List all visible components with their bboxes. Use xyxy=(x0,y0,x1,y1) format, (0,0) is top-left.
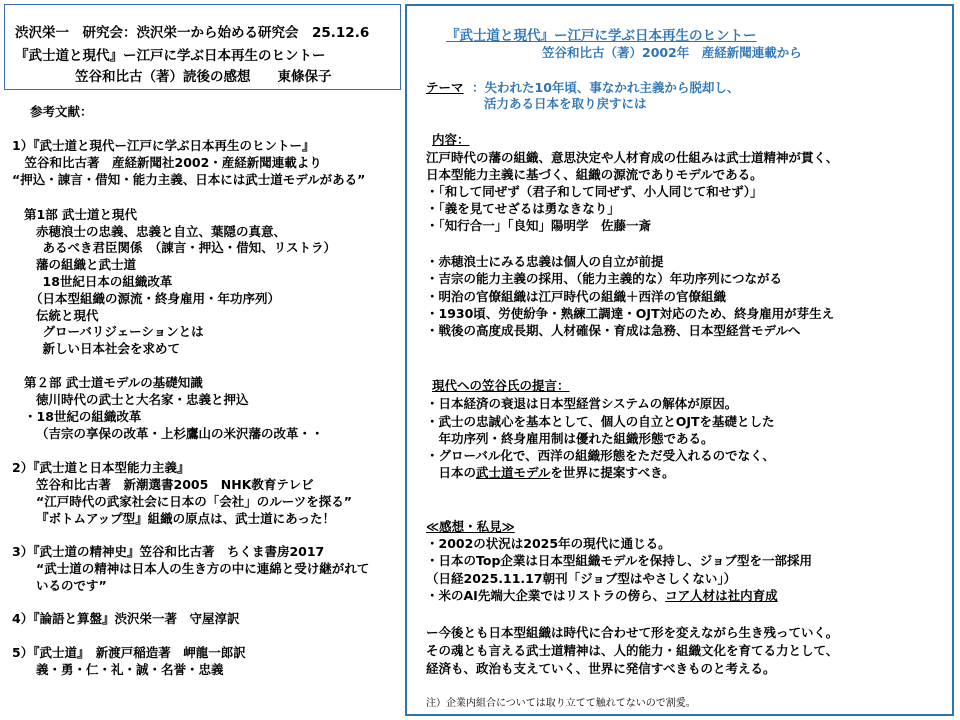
summary-title: 『武士道と現代』ー江戸に学ぶ日本再生のヒントー xyxy=(446,28,757,44)
proposal-line: ・日本経済の衰退は日本型経営システムの解体が原因。 xyxy=(426,396,738,411)
proposal-line: ・グローバル化で、西洋の組織形態をただ受入れるのでなく、 xyxy=(426,448,775,463)
proposal-label: 現代への笠谷氏の提言： xyxy=(432,378,570,393)
opinion-last-pre: ・米のAI先端大企業ではリストラの傍ら、 xyxy=(426,588,666,603)
proposal-last-pre: 日本の xyxy=(426,465,477,480)
ref-line: 赤穂浪士の忠義、忠義と自立、葉隠の真意、 xyxy=(36,224,287,239)
header-line-3: 笠谷和比古（著）読後の感想 東條保子 xyxy=(75,69,332,85)
theme-line-1: ：失われた10年頃、事なかれ主義から脱却し、 xyxy=(472,80,740,95)
ref-line: 1）『武士道と現代ー江戸に学ぶ日本再生のヒントー』 xyxy=(12,138,315,153)
ref-line: ・18世紀の組織改革 xyxy=(24,409,142,424)
footnote: 注）企業内組合については取り立てて触れてないので割愛。 xyxy=(426,698,696,709)
closing-line: 経済も、政治も支えていく、世界に発信すべきものと考える。 xyxy=(426,661,776,676)
ref-line: 徳川時代の武士と大名家・忠義と押込 xyxy=(36,392,249,407)
ref-line: （日本型組織の源流・終身雇用・年功序列） xyxy=(30,291,281,306)
content-line: ・1930頃、労使紛争・熟練工調達・OJT対応のため、終身雇用が芽生え xyxy=(426,306,835,321)
ref-line: 18世紀日本の組織改革 xyxy=(30,274,173,289)
content-line: ・「和して同ぜず（君子和して同ぜず、小人同じて和せず）」 xyxy=(426,184,763,199)
content-line: ・「義を見てせざるは勇なきなり」 xyxy=(426,201,620,216)
ref-line: 第２部 武士道モデルの基礎知識 xyxy=(24,375,203,390)
closing-line: ー今後とも日本型組織は時代に合わせて形を変えながら生き残っていく。 xyxy=(426,625,839,640)
ref-line: 笠谷和比古著 新潮選書2005 NHK教育テレビ xyxy=(36,477,314,492)
ref-line: “押込・諌言・借知・能力主義、日本には武士道モデルがある” xyxy=(12,172,366,187)
header-line-2: 『武士道と現代』ー江戸に学ぶ日本再生のヒントー xyxy=(15,48,326,64)
summary-subtitle: 笠谷和比古（著）2002年 産経新聞連載から xyxy=(542,45,802,60)
ref-line: 3）『武士道の精神史』笠谷和比古著 ちくま書房2017 xyxy=(12,544,325,559)
content-line: ・吉宗の能力主義の採用、（能力主義的な）年功序列につながる xyxy=(426,271,783,286)
ref-line: 藩の組織と武士道 xyxy=(36,257,137,272)
closing-line: その魂とも言える武士道精神は、人的能力・組織文化を育てる力として、 xyxy=(426,643,839,658)
ref-line: 『ボトムアップ型』組織の原点は、武士道にあった！ xyxy=(36,511,336,526)
content-line: ・「知行合一」「良知」陽明学 佐藤一斎 xyxy=(426,218,652,233)
ref-line: 第1部 武士道と現代 xyxy=(24,207,138,222)
ref-line: あるべき君臣関係 （諌言・押込・借知、リストラ） xyxy=(30,240,337,255)
ref-line: 新しい日本社会を求めて xyxy=(30,341,181,356)
content-label: 内容： xyxy=(432,132,470,147)
theme-line-2: 活力ある日本を取り戻すには xyxy=(484,96,647,111)
header-line-1: 渋沢栄一 研究会：渋沢栄一から始める研究会 25.12.6 xyxy=(15,25,370,41)
ref-line: （吉宗の享保の改革・上杉鷹山の米沢藩の改革・・ xyxy=(36,426,324,441)
proposal-keyword: 武士道モデル xyxy=(476,465,551,480)
opinion-line: ・2002の状況は2025年の現代に通じる。 xyxy=(426,536,671,551)
content-line: ・赤穂浪士にみる忠義は個人の自立が前提 xyxy=(426,254,664,269)
ref-line: 2）『武士道と日本型能力主義』 xyxy=(12,460,190,475)
ref-line: “江戸時代の武家社会に日本の「会社」のルーツを探る” xyxy=(36,494,352,509)
references-heading: 参考文献： xyxy=(30,104,93,119)
content-line: 江戸時代の藩の組織、意思決定や人材育成の仕組みは武士道精神が貫く、 xyxy=(426,150,839,165)
opinion-line: ・日本のTop企業は日本型組織モデルを保持し、ジョブ型を一部採用 xyxy=(426,553,813,568)
theme-label: テーマ xyxy=(426,80,464,95)
proposal-last-line xyxy=(426,465,675,481)
content-line: ・明治の官僚組織は江戸時代の組織＋西洋の官僚組織 xyxy=(426,289,727,304)
ref-line: グローバリジェーションとは xyxy=(30,324,204,339)
ref-line: いるのです” xyxy=(36,578,107,593)
proposal-line: 年功序列・終身雇用制は優れた組織形態である。 xyxy=(426,431,714,446)
proposal-last-post: を世界に提案すべき。 xyxy=(550,465,675,480)
ref-line: 4）『論語と算盤』渋沢栄一著 守屋淳訳 xyxy=(12,611,240,626)
content-line: 日本型能力主義に基づく、組織の源流でありモデルである。 xyxy=(426,167,763,182)
ref-line: 伝統と現代 xyxy=(36,308,99,323)
header-box xyxy=(4,4,401,90)
content-line: ・戦後の高度成長期、人材確保・育成は急務、日本型経営モデルへ xyxy=(426,323,801,338)
ref-line: “武士道の精神は日本人の生き方の中に連綿と受け継がれて xyxy=(36,561,370,576)
opinion-last-line xyxy=(426,588,778,604)
opinion-label: ≪感想・私見≫ xyxy=(426,519,515,534)
ref-line: 義・勇・仁・礼・誠・名誉・忠義 xyxy=(36,662,224,677)
proposal-line: ・武士の忠誠心を基本として、個人の自立とOJTを基礎とした xyxy=(426,414,775,429)
opinion-line: （日経2025.11.17朝刊「ジョブ型はやさしくない」） xyxy=(426,571,737,586)
ref-line: 笠谷和比古著 産経新聞社2002・産経新聞連載より xyxy=(12,155,322,170)
ref-line: 5）『武士道』 新渡戸稲造著 岬龍一郎訳 xyxy=(12,645,246,660)
opinion-keyword: コア人材は社内育成 xyxy=(665,588,778,603)
